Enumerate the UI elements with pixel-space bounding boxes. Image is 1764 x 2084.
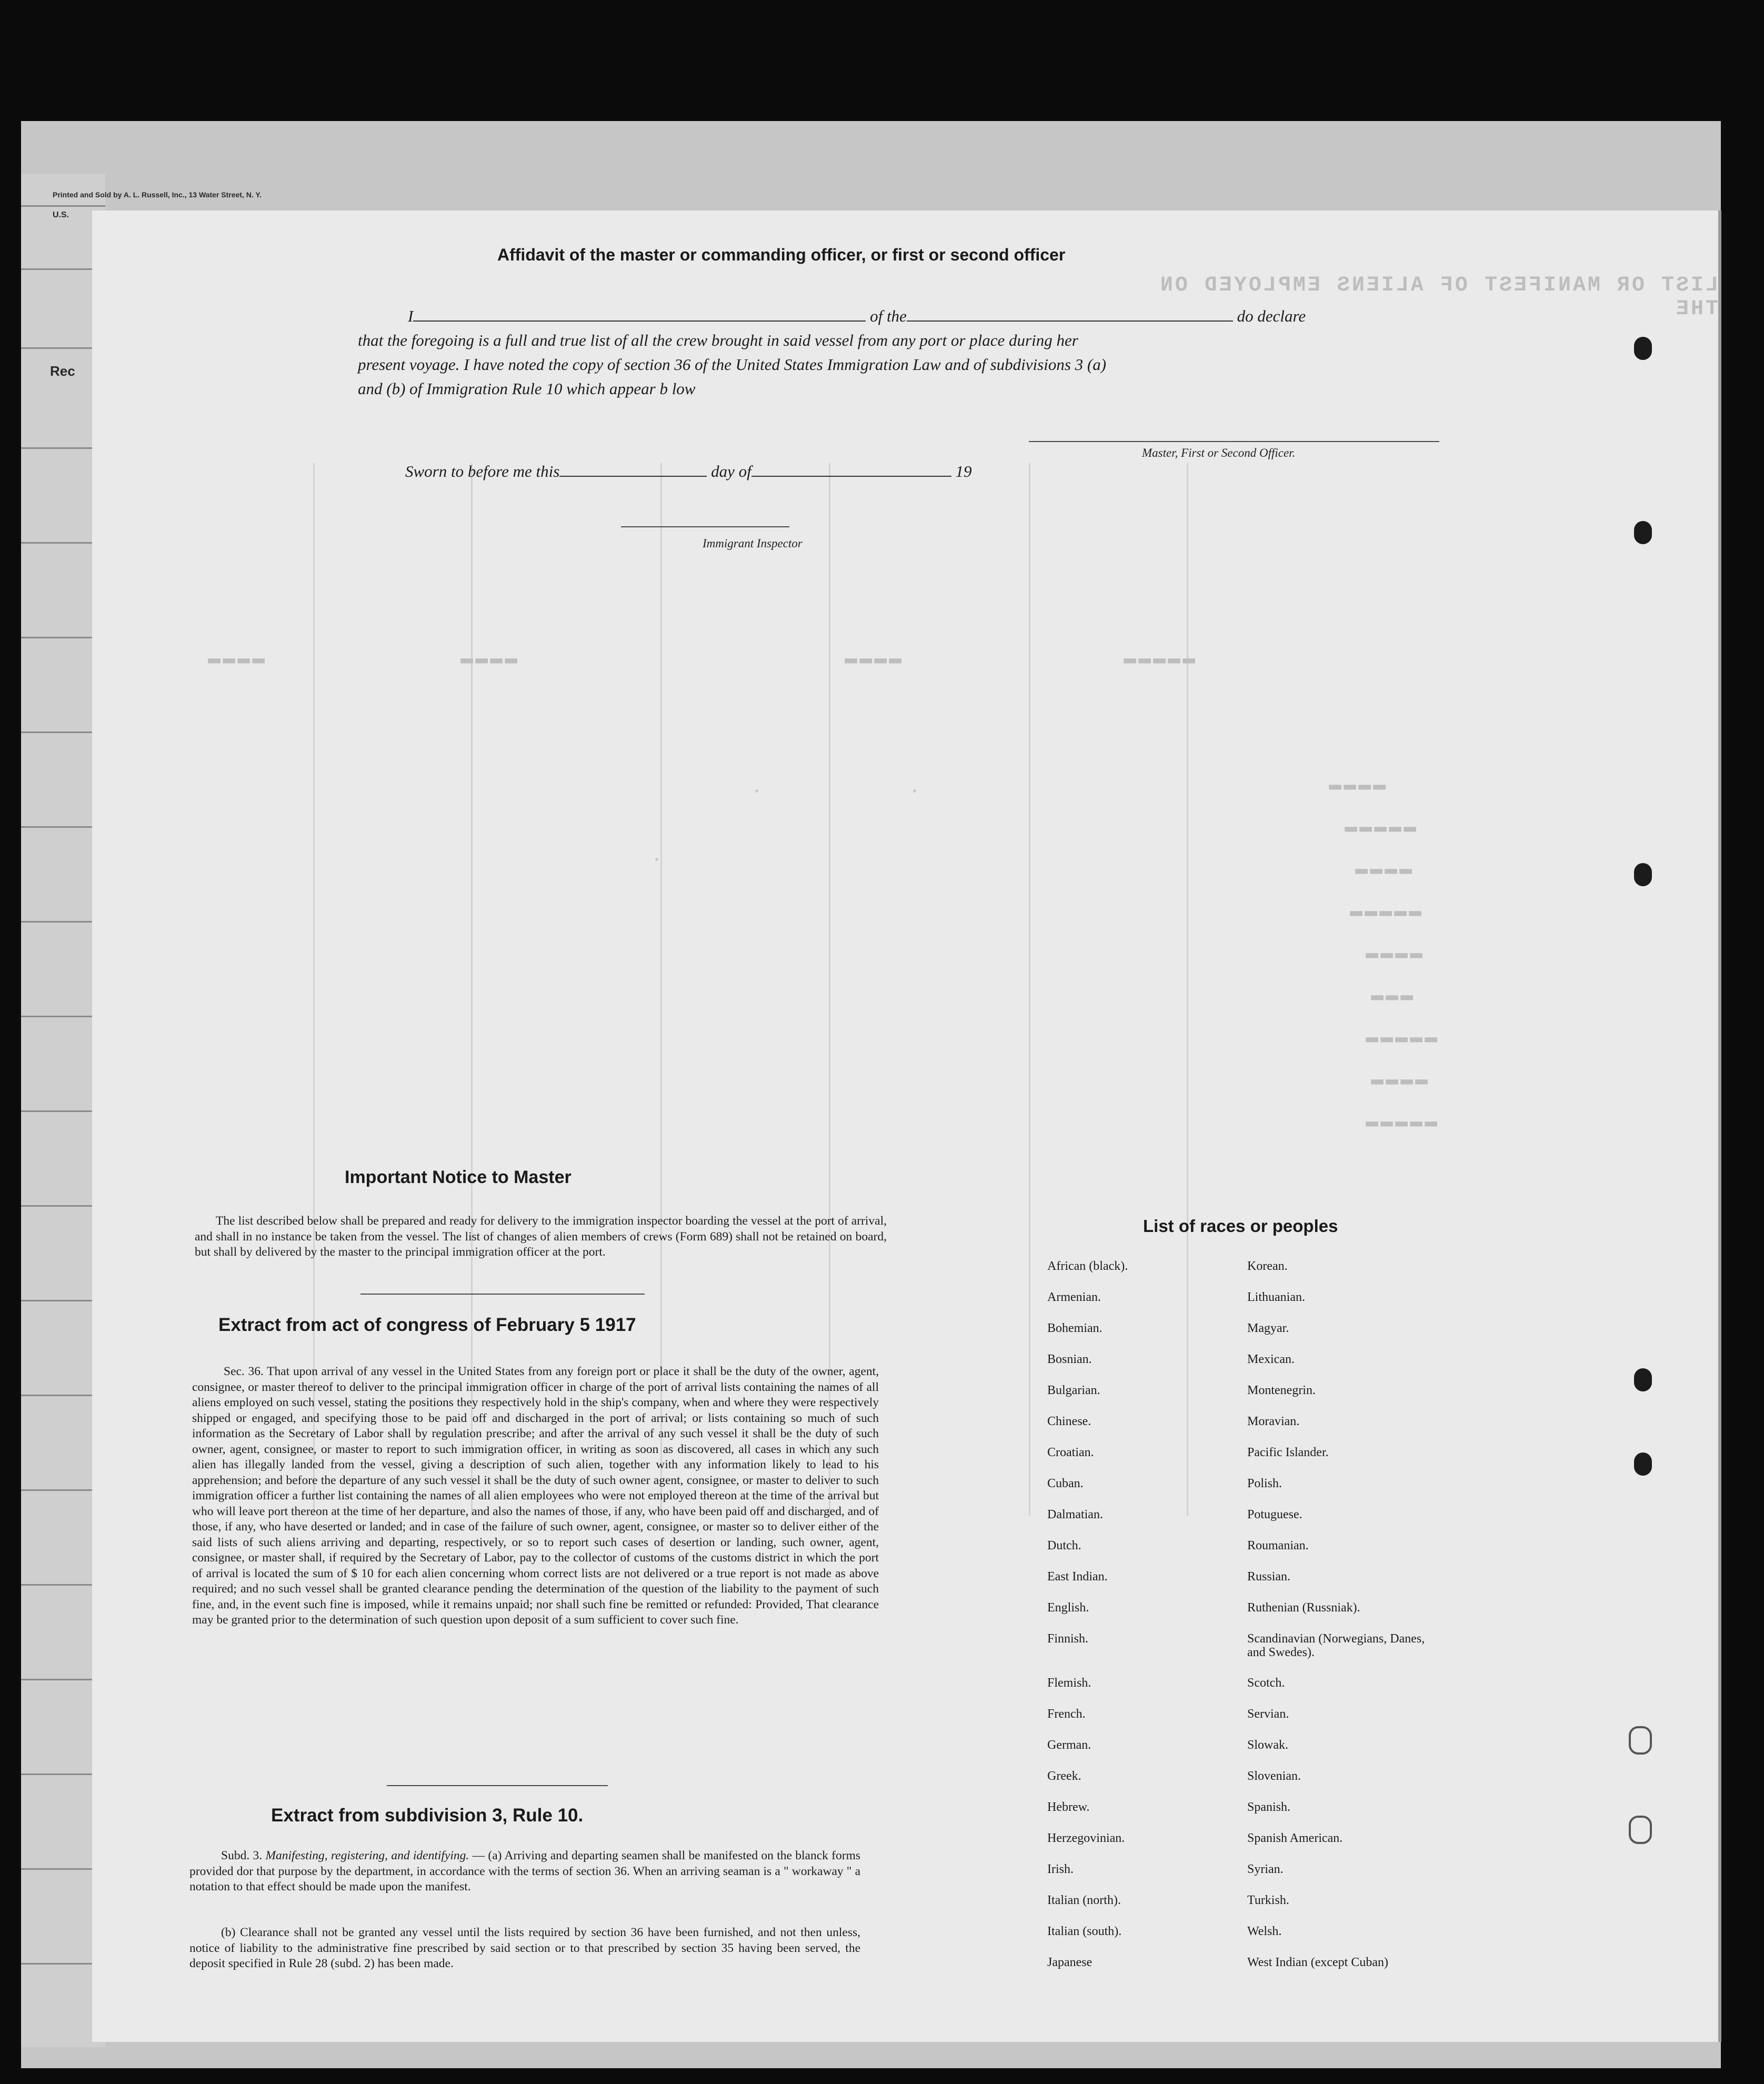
race-item: Dalmatian. — [1047, 1508, 1103, 1521]
race-item: Russian. — [1247, 1570, 1291, 1584]
race-item: Korean. — [1247, 1259, 1288, 1273]
race-item: Finnish. — [1047, 1632, 1089, 1646]
race-item: Bulgarian. — [1047, 1384, 1100, 1397]
race-item: Polish. — [1247, 1477, 1282, 1490]
act-section-label: Sec. 36. — [224, 1365, 264, 1378]
race-item: Bosnian. — [1047, 1352, 1092, 1366]
race-item: Slovenian. — [1247, 1769, 1301, 1783]
race-item: Italian (north). — [1047, 1893, 1121, 1907]
race-item: French. — [1047, 1707, 1086, 1721]
race-item: Bohemian. — [1047, 1321, 1102, 1335]
race-item: Herzegovinian. — [1047, 1831, 1125, 1845]
affidavit-text-line-3: present voyage. I have noted the copy of section 36 of the United States Immigration Law and of subdivisions 3 (a) — [358, 355, 1107, 374]
inspector-signature-line — [621, 526, 789, 527]
act-divider — [387, 1785, 608, 1786]
rule-extract-para-a: Subd. 3. Manifesting, registering, and identifying. — (a) Arriving and departing seamen shall be manifested on the blanck forms provided dor that purpose by the department, in accordance with the terms of section 36. When an arriving seaman is a " workaway " a notation to that effect should be made upon the manifest. — [189, 1849, 861, 1893]
printer-imprint: Printed and Sold by A. L. Russell, Inc., 13 Water Street, N. Y. — [53, 191, 262, 199]
act-extract-title: Extract from act of congress of February 5 1917 — [218, 1315, 636, 1335]
rule-extract-para-b: (b) Clearance shall not be granted any vessel until the lists required by section 36 have been furnished, and not then unless, notice of liability to the administrative fine prescribed by said section or to that prescribed by section 35 having been served, the deposit specified in Rule 28 (subd. 2) has been made. — [189, 1926, 860, 1970]
race-item: Roumanian. — [1247, 1539, 1309, 1552]
race-item: Spanish American. — [1247, 1831, 1343, 1845]
race-item: Dutch. — [1047, 1539, 1081, 1552]
race-item: Irish. — [1047, 1862, 1074, 1876]
race-item: Montenegrin. — [1247, 1384, 1316, 1397]
sworn-line: Sworn to before me this day of 19 — [405, 462, 972, 480]
races-list-left — [1047, 1259, 1128, 1987]
race-item: Ruthenian (Russniak). — [1247, 1601, 1360, 1615]
race-item: Scotch. — [1247, 1676, 1285, 1690]
race-item: Armenian. — [1047, 1290, 1101, 1304]
race-item: Welsh. — [1247, 1925, 1282, 1938]
edge-mark-rec: Rec — [50, 363, 75, 379]
notice-body: The list described below shall be prepared and ready for delivery to the immigration inspector boarding the vessel at the port of arrival, and shall in no instance be taken from the vessel. The list of changes of alien members of crews (Form 689) shall not be retained on board, but shall by delivered by the master to the principal immigration officer at the port. — [195, 1214, 887, 1259]
race-item: Flemish. — [1047, 1676, 1091, 1690]
race-item: Scandinavian (Norwegians, Danes, and Swedes). — [1247, 1632, 1425, 1659]
race-item: Mexican. — [1247, 1352, 1295, 1366]
notice-title: Important Notice to Master — [345, 1167, 572, 1187]
edge-mark-us: U.S. — [53, 211, 69, 219]
race-item: Croatian. — [1047, 1446, 1094, 1459]
race-item: English. — [1047, 1601, 1089, 1615]
race-item: Slowak. — [1247, 1738, 1288, 1752]
race-item: Spanish. — [1247, 1800, 1291, 1814]
race-item: Lithuanian. — [1247, 1290, 1305, 1304]
race-item: Servian. — [1247, 1707, 1289, 1721]
notice-divider — [360, 1294, 645, 1295]
race-item: German. — [1047, 1738, 1091, 1752]
rule-extract-title: Extract from subdivision 3, Rule 10. — [271, 1805, 584, 1826]
race-item: East Indian. — [1047, 1570, 1108, 1584]
race-item: Cuban. — [1047, 1477, 1084, 1490]
race-item: Greek. — [1047, 1769, 1081, 1783]
master-signature-line — [1029, 441, 1439, 442]
affidavit-text-line-2: that the foregoing is a full and true list of all the crew brought in said vessel from any port or place during her — [358, 331, 1078, 349]
race-item: Syrian. — [1247, 1862, 1284, 1876]
race-item: Magyar. — [1247, 1321, 1289, 1335]
act-extract-body — [192, 1364, 879, 1628]
affidavit-title: Affidavit of the master or commanding officer, or first or second officer — [497, 245, 1066, 264]
act-section-text: That upon arrival of any vessel in the United States from any foreign port or place it shall be the duty of the owner, agent, consignee, or master thereof to deliver to the principal immigration officer in charge of the port of arrival lists containing the names of all aliens employed on such vessel, stating the positions they respectively hold in the ship's company, when and where they were respectively shipped or engaged, and specifying those to be paid off and discharged in the port of arrival; or lists containing so much of such information as the Secretary of Labor shall by regulation prescribe; and after the arrival of any such vessel it shall be the duty of such owner, agent, consignee, or master to report to such immigration officer, in writing as soon as discovered, all cases in which any such alien has illegally landed from the vessel, giving a description of such alien, together with any information likely to lead to his apprehension; and before the departure of any such vessel it shall be the duty of such owner agent, consignee, or master to deliver to such immigration officer a further list containing the names of all alien employees who were not employed thereon at the time of the arrival but who will leave port thereon at the time of her departure, and also the names of those, if any, who have been paid off and discharged, and of those, if any, who have deserted or landed; and in case of the failure of such owner, agent, consignee, or master so to deliver either of the said lists of such aliens arriving and departing, respectively, or so to report such cases of desertion or landing, such owner, agent, consignee, or master shall, if required by the Secretary of Labor, pay to the collector of customs of the customs district in which the port of arrival is located the sum of $ 10 for each alien concerning whom correct lists are not delivered or a true report is not made as above required; and no such vessel shall be granted clearance pending the determination of the question of the liability to the payment of such fine, and, in the event such fine is imposed, while it remains unpaid; nor shall such fine be remitted or refunded: Provided, That clearance may be granted prior to the determination of such question upon deposit of a sum sufficient to cover such fine. — [192, 1365, 879, 1627]
races-title: List of races or peoples — [1143, 1216, 1338, 1236]
inspector-caption: Immigrant Inspector — [703, 537, 803, 550]
races-list-right — [1247, 1259, 1437, 1987]
race-item: Pacific Islander. — [1247, 1446, 1329, 1459]
affidavit-declaration-line: I of the do declare — [408, 307, 1306, 325]
race-item: Japanese — [1047, 1956, 1093, 1969]
affidavit-page: LIST OR MANIFEST OF ALIENS EMPLOYED ON THE ▬▬▬▬ ▬▬▬▬▬ ▬▬▬▬ ▬▬▬▬▬ ▬▬▬▬ ▬▬▬ ▬▬▬▬▬ ▬▬▬▬ ▬▬▬▬▬ ▬▬▬▬▬ ▬▬▬▬ ▬▬▬▬ ▬▬▬▬ Affidavit of the master or commanding officer, or first or second officer I of the do declare that the foregoing is a full and true list of all the crew brought in said vessel from any port or place during her present voyage. I have noted the copy of section 36 of the United States Immigration Law and of subdivisions 3 (a) and (b) of Immigration Rule 10 which appear b low Master, First or Second Officer. Sworn to before me this day of 19 Immigrant Inspector Important Notice to Master The list described below shall be prepared and ready for delivery to the immigration inspector boarding the vessel at the port of arrival, and shall in no instance be taken from the vessel. The list of changes of alien members of crews (Form 689) shall not be retained on board, but shall by delivered by the master to the principal immigration officer at the port. Extract from act of congress of February 5 1917 Sec. 36. That upon arrival of any vessel in the United States from any foreign port or place it shall be the duty of the owner, agent, consignee, or master thereof to deliver to the principal immigration officer in charge of the port of arrival lists containing the names of all aliens employed on such vessel, stating the positions they respectively hold in the ship's company, when and where they were respectively shipped or engaged, and specifying those to be paid off and discharged in the port of arrival; or lists containing so much of such information as the Secretary of Labor shall by regulation prescribe; and after the arrival of any such vessel it shall be the duty of such owner, agent, consignee, or master to report to such immigration officer, in writing as soon as discovered, all cases in which any such alien has illegally landed from the vessel, giving a description of such alien, together with any information likely to lead to his apprehension; and before the departure of any such vessel it shall be the duty of such owner agent, consignee, or master to deliver to such immigration officer a further list containing the names of all alien employees who were not employed thereon at the time of the arrival but who will leave port thereon at the time of her departure, and also the names of those, if any, who have been paid off and discharged, and of those, if any, who have deserted or landed; and in case of the failure of such owner, agent, consignee, or master so to deliver either of the said lists of such aliens arriving and departing, respectively, or so to report such cases of desertion or landing, such owner, agent, consignee, or master shall, if required by the Secretary of Labor, pay to the collector of customs of the customs district in which the port of arrival is located the sum of $ 10 for each alien concerning whom correct lists are not delivered or a true report is not made as above required; and no such vessel shall be granted clearance pending the determination of the question of the liability to the payment of such fine, and, in the event such fine is imposed, while it remains unpaid; nor shall such fine be remitted or refunded: Provided, That clearance may be granted prior to the determination of such question upon deposit of a sum sufficient to cover such fine. Extract from subdivision 3, Rule 10. Subd. 3. Manifesting, registering, and identifying. — (a) Arriving and departing seamen shall be manifested on the blanck forms provided dor that purpose by the department, in accordance with the terms of section 36. When an arriving seaman is a " workaway " a notation to that effect should be made upon the manifest. (b) Clearance shall not be granted any vessel until the lists required by section 36 have been furnished, and not then unless, notice of liability to the administrative fine prescribed by said section or to that prescribed by section 35 having been served, the deposit specified in Rule 28 (subd. 2) has been made. List of races or peoples African (black). Armenian. Bohemian. Bosnian. Bulgarian. Chinese. Croatian. Cuban. Dalmatian. Dutch. East Indian. English. Finnish. Flemish. French. German. Greek. Hebrew. Herzegovinian. Irish. Italian (north). Italian (south). Japanese Korean. Lithuanian. Magyar. Mexican. Montenegrin. Moravian. Pacific Islander. Polish. Potuguese. Roumanian. Russian. Ruthenian (Russniak). Scandinavian (Norwegians, Danes, and Swedes). Scotch. Servian. Slowak. Slovenian. Spanish. Spanish American. Syrian. Turkish. Welsh. West Indian (except Cuban) — [92, 211, 1721, 2042]
race-item: African (black). — [1047, 1259, 1128, 1273]
race-item: Potuguese. — [1247, 1508, 1302, 1521]
race-item: Italian (south). — [1047, 1925, 1122, 1938]
race-item: Moravian. — [1247, 1415, 1300, 1428]
affidavit-text-line-4: and (b) of Immigration Rule 10 which appear b low — [358, 379, 696, 398]
race-item: Chinese. — [1047, 1415, 1091, 1428]
race-item: West Indian (except Cuban) — [1247, 1956, 1388, 1969]
race-item: Hebrew. — [1047, 1800, 1090, 1814]
master-caption: Master, First or Second Officer. — [1142, 446, 1296, 459]
race-item: Turkish. — [1247, 1893, 1289, 1907]
